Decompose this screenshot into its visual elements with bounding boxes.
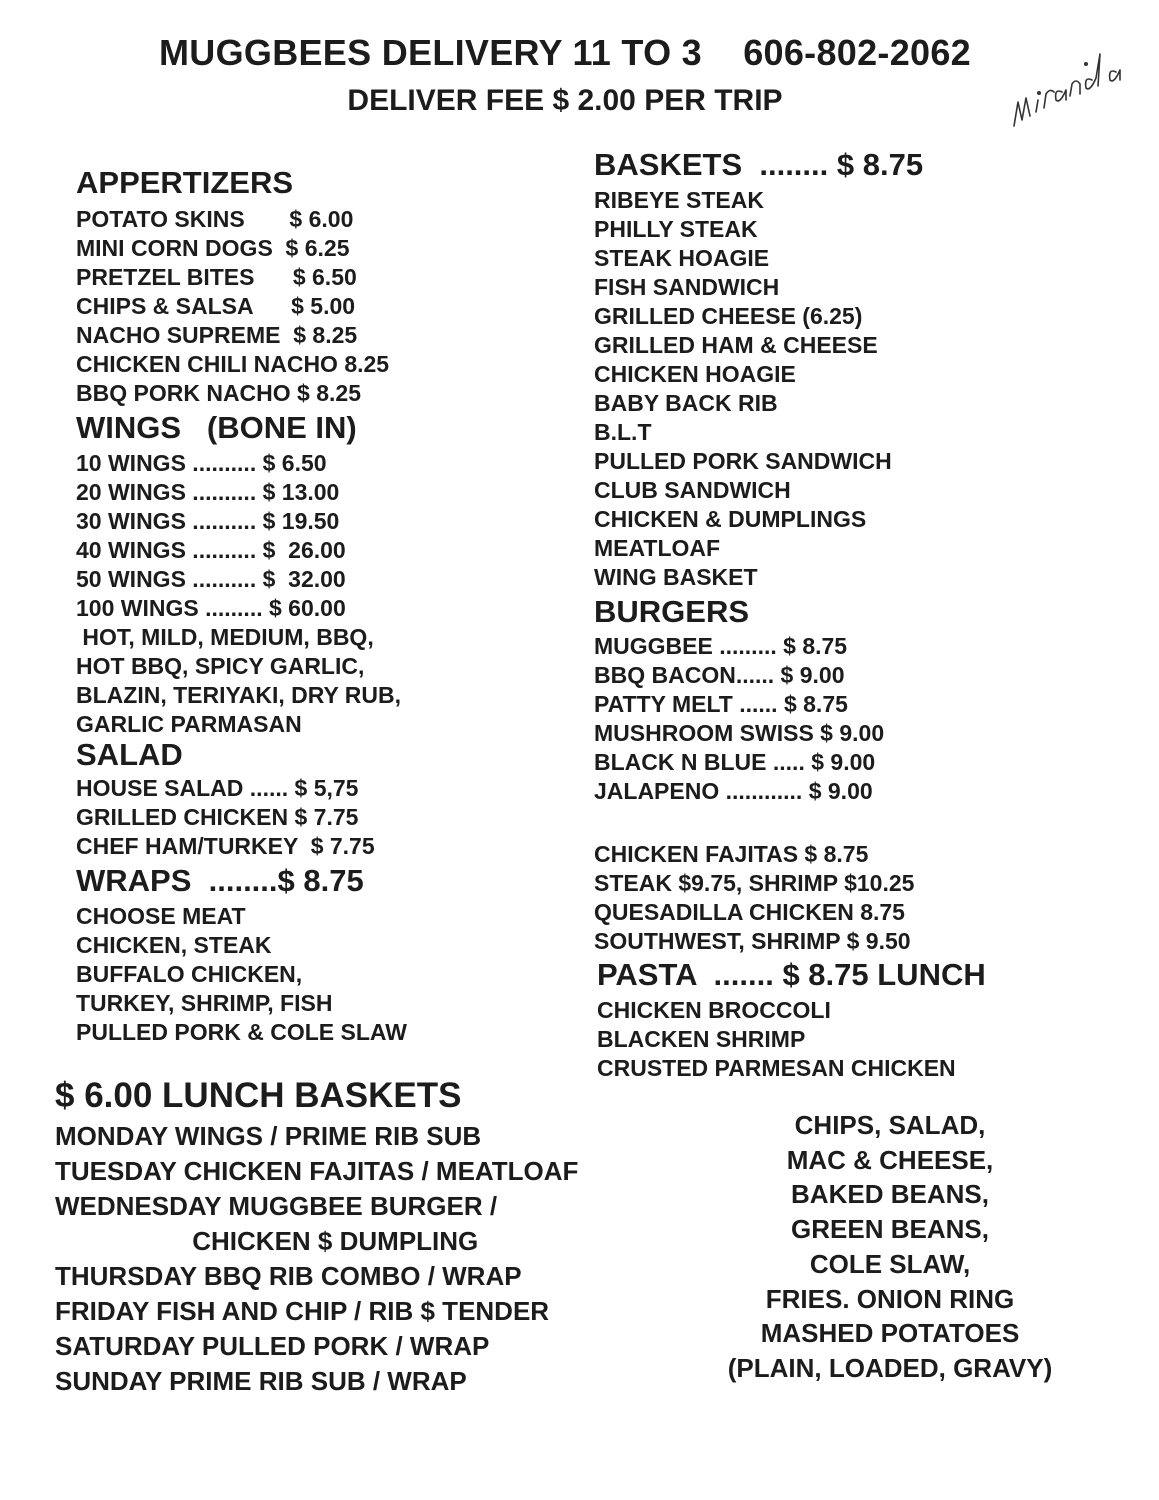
list-item: SATURDAY PULLED PORK / WRAP [55, 1331, 490, 1361]
list-item: STEAK $9.75, SHRIMP $10.25 [594, 870, 915, 896]
baskets-list [594, 186, 892, 592]
list-item: CHOOSE MEAT [76, 903, 246, 929]
burgers-list [594, 632, 884, 806]
list-item: BUFFALO CHICKEN, [76, 961, 303, 987]
handwritten-signature [1008, 50, 1158, 130]
list-item: BAKED BEANS, [791, 1179, 989, 1210]
appetizers-list [76, 205, 389, 408]
list-item: CRUSTED PARMESAN CHICKEN [597, 1055, 956, 1081]
sides-list [700, 1108, 1080, 1386]
list-item: CHIPS & SALSA $ 5.00 [76, 293, 356, 319]
list-item: NACHO SUPREME $ 8.25 [76, 322, 358, 348]
list-item: 50 WINGS .......... $ 32.00 [76, 566, 346, 592]
list-item: RIBEYE STEAK [594, 187, 764, 213]
list-item: CHEF HAM/TURKEY $ 7.75 [76, 833, 375, 859]
list-item: PULLED PORK & COLE SLAW [76, 1019, 407, 1045]
list-item: MASHED POTATOES [760, 1318, 1020, 1349]
list-item: 40 WINGS .......... $ 26.00 [76, 537, 346, 563]
list-item: CHICKEN FAJITAS $ 8.75 [594, 841, 869, 867]
list-item: PATTY MELT ...... $ 8.75 [594, 691, 848, 717]
wings-list [76, 449, 401, 739]
list-item: JALAPENO ............ $ 9.00 [594, 778, 873, 804]
list-item: SUNDAY PRIME RIB SUB / WRAP [55, 1366, 467, 1396]
list-item: BLACKEN SHRIMP [597, 1026, 806, 1052]
appetizers-heading: APPERTIZERS [76, 165, 294, 200]
list-item: HOT BBQ, SPICY GARLIC, [76, 653, 365, 679]
list-item: MEATLOAF [594, 535, 721, 561]
list-item: PRETZEL BITES $ 6.50 [76, 264, 357, 290]
delivery-fee: DELIVER FEE $ 2.00 PER TRIP [347, 84, 783, 117]
list-item: MINI CORN DOGS $ 6.25 [76, 235, 350, 261]
list-item: FRIES. ONION RING [765, 1283, 1015, 1314]
list-item: WEDNESDAY MUGGBEE BURGER / [55, 1191, 498, 1221]
list-item: POTATO SKINS $ 6.00 [76, 206, 354, 232]
list-item: MONDAY WINGS / PRIME RIB SUB [55, 1121, 482, 1151]
list-item: WING BASKET [594, 564, 758, 590]
list-item: QUESADILLA CHICKEN 8.75 [594, 899, 905, 925]
list-item: MUGGBEE ......... $ 8.75 [594, 633, 848, 659]
list-item: 10 WINGS .......... $ 6.50 [76, 450, 327, 476]
pasta-list [597, 996, 956, 1083]
list-item: CHICKEN BROCCOLI [597, 997, 831, 1023]
pasta-heading: PASTA ....... $ 8.75 LUNCH [597, 957, 986, 992]
list-item: PHILLY STEAK [594, 216, 758, 242]
menu-title: MUGGBEES DELIVERY 11 TO 3 606-802-2062 [159, 32, 971, 73]
list-item: CHICKEN, STEAK [76, 932, 272, 958]
list-item: STEAK HOAGIE [594, 245, 770, 271]
lunch-baskets-list [55, 1119, 578, 1399]
baskets-heading: BASKETS ........ $ 8.75 [594, 147, 924, 182]
list-item: TURKEY, SHRIMP, FISH [76, 990, 333, 1016]
list-item: HOT, MILD, MEDIUM, BBQ, [76, 624, 374, 650]
list-item: (PLAIN, LOADED, GRAVY) [727, 1352, 1053, 1383]
list-item: BLACK N BLUE ..... $ 9.00 [594, 749, 876, 775]
list-item: BLAZIN, TERIYAKI, DRY RUB, [76, 682, 402, 708]
list-item: SOUTHWEST, SHRIMP $ 9.50 [594, 928, 911, 954]
list-item: MUSHROOM SWISS $ 9.00 [594, 720, 885, 746]
list-item: HOUSE SALAD ...... $ 5,75 [76, 775, 359, 801]
list-item: BABY BACK RIB [594, 390, 778, 416]
lunch-baskets-heading: $ 6.00 LUNCH BASKETS [55, 1076, 462, 1115]
list-item: COLE SLAW, [809, 1248, 971, 1279]
list-item: BBQ PORK NACHO $ 8.25 [76, 380, 362, 406]
list-item: CHICKEN CHILI NACHO 8.25 [76, 351, 390, 377]
list-item: GRILLED CHICKEN $ 7.75 [76, 804, 359, 830]
list-item: BBQ BACON...... $ 9.00 [594, 662, 845, 688]
list-item: GARLIC PARMASAN [76, 711, 302, 737]
wings-heading: WINGS (BONE IN) [76, 410, 357, 445]
list-item: TUESDAY CHICKEN FAJITAS / MEATLOAF [55, 1156, 579, 1186]
burgers-heading: BURGERS [594, 594, 750, 629]
wraps-heading: WRAPS ........$ 8.75 [76, 863, 364, 898]
list-item: MAC & CHEESE, [786, 1144, 994, 1175]
list-item: THURSDAY BBQ RIB COMBO / WRAP [55, 1261, 522, 1291]
list-item: CLUB SANDWICH [594, 477, 791, 503]
fajitas-list [594, 840, 914, 956]
list-item: CHIPS, SALAD, [794, 1110, 986, 1140]
list-item: GRILLED HAM & CHEESE [594, 332, 878, 358]
list-item: 30 WINGS .......... $ 19.50 [76, 508, 340, 534]
list-item: CHICKEN HOAGIE [594, 361, 796, 387]
list-item: GREEN BEANS, [791, 1214, 989, 1245]
list-item: CHICKEN & DUMPLINGS [594, 506, 867, 532]
salad-heading: SALAD [76, 737, 183, 772]
list-item: FISH SANDWICH [594, 274, 780, 300]
list-item: CHICKEN $ DUMPLING [55, 1226, 479, 1256]
wraps-list [76, 902, 407, 1047]
list-item: 20 WINGS .......... $ 13.00 [76, 479, 340, 505]
list-item: GRILLED CHEESE (6.25) [594, 303, 863, 329]
list-item: 100 WINGS ......... $ 60.00 [76, 595, 346, 621]
list-item: PULLED PORK SANDWICH [594, 448, 892, 474]
list-item: FRIDAY FISH AND CHIP / RIB $ TENDER [55, 1296, 550, 1326]
list-item: B.L.T [594, 419, 652, 445]
salad-list [76, 774, 375, 861]
